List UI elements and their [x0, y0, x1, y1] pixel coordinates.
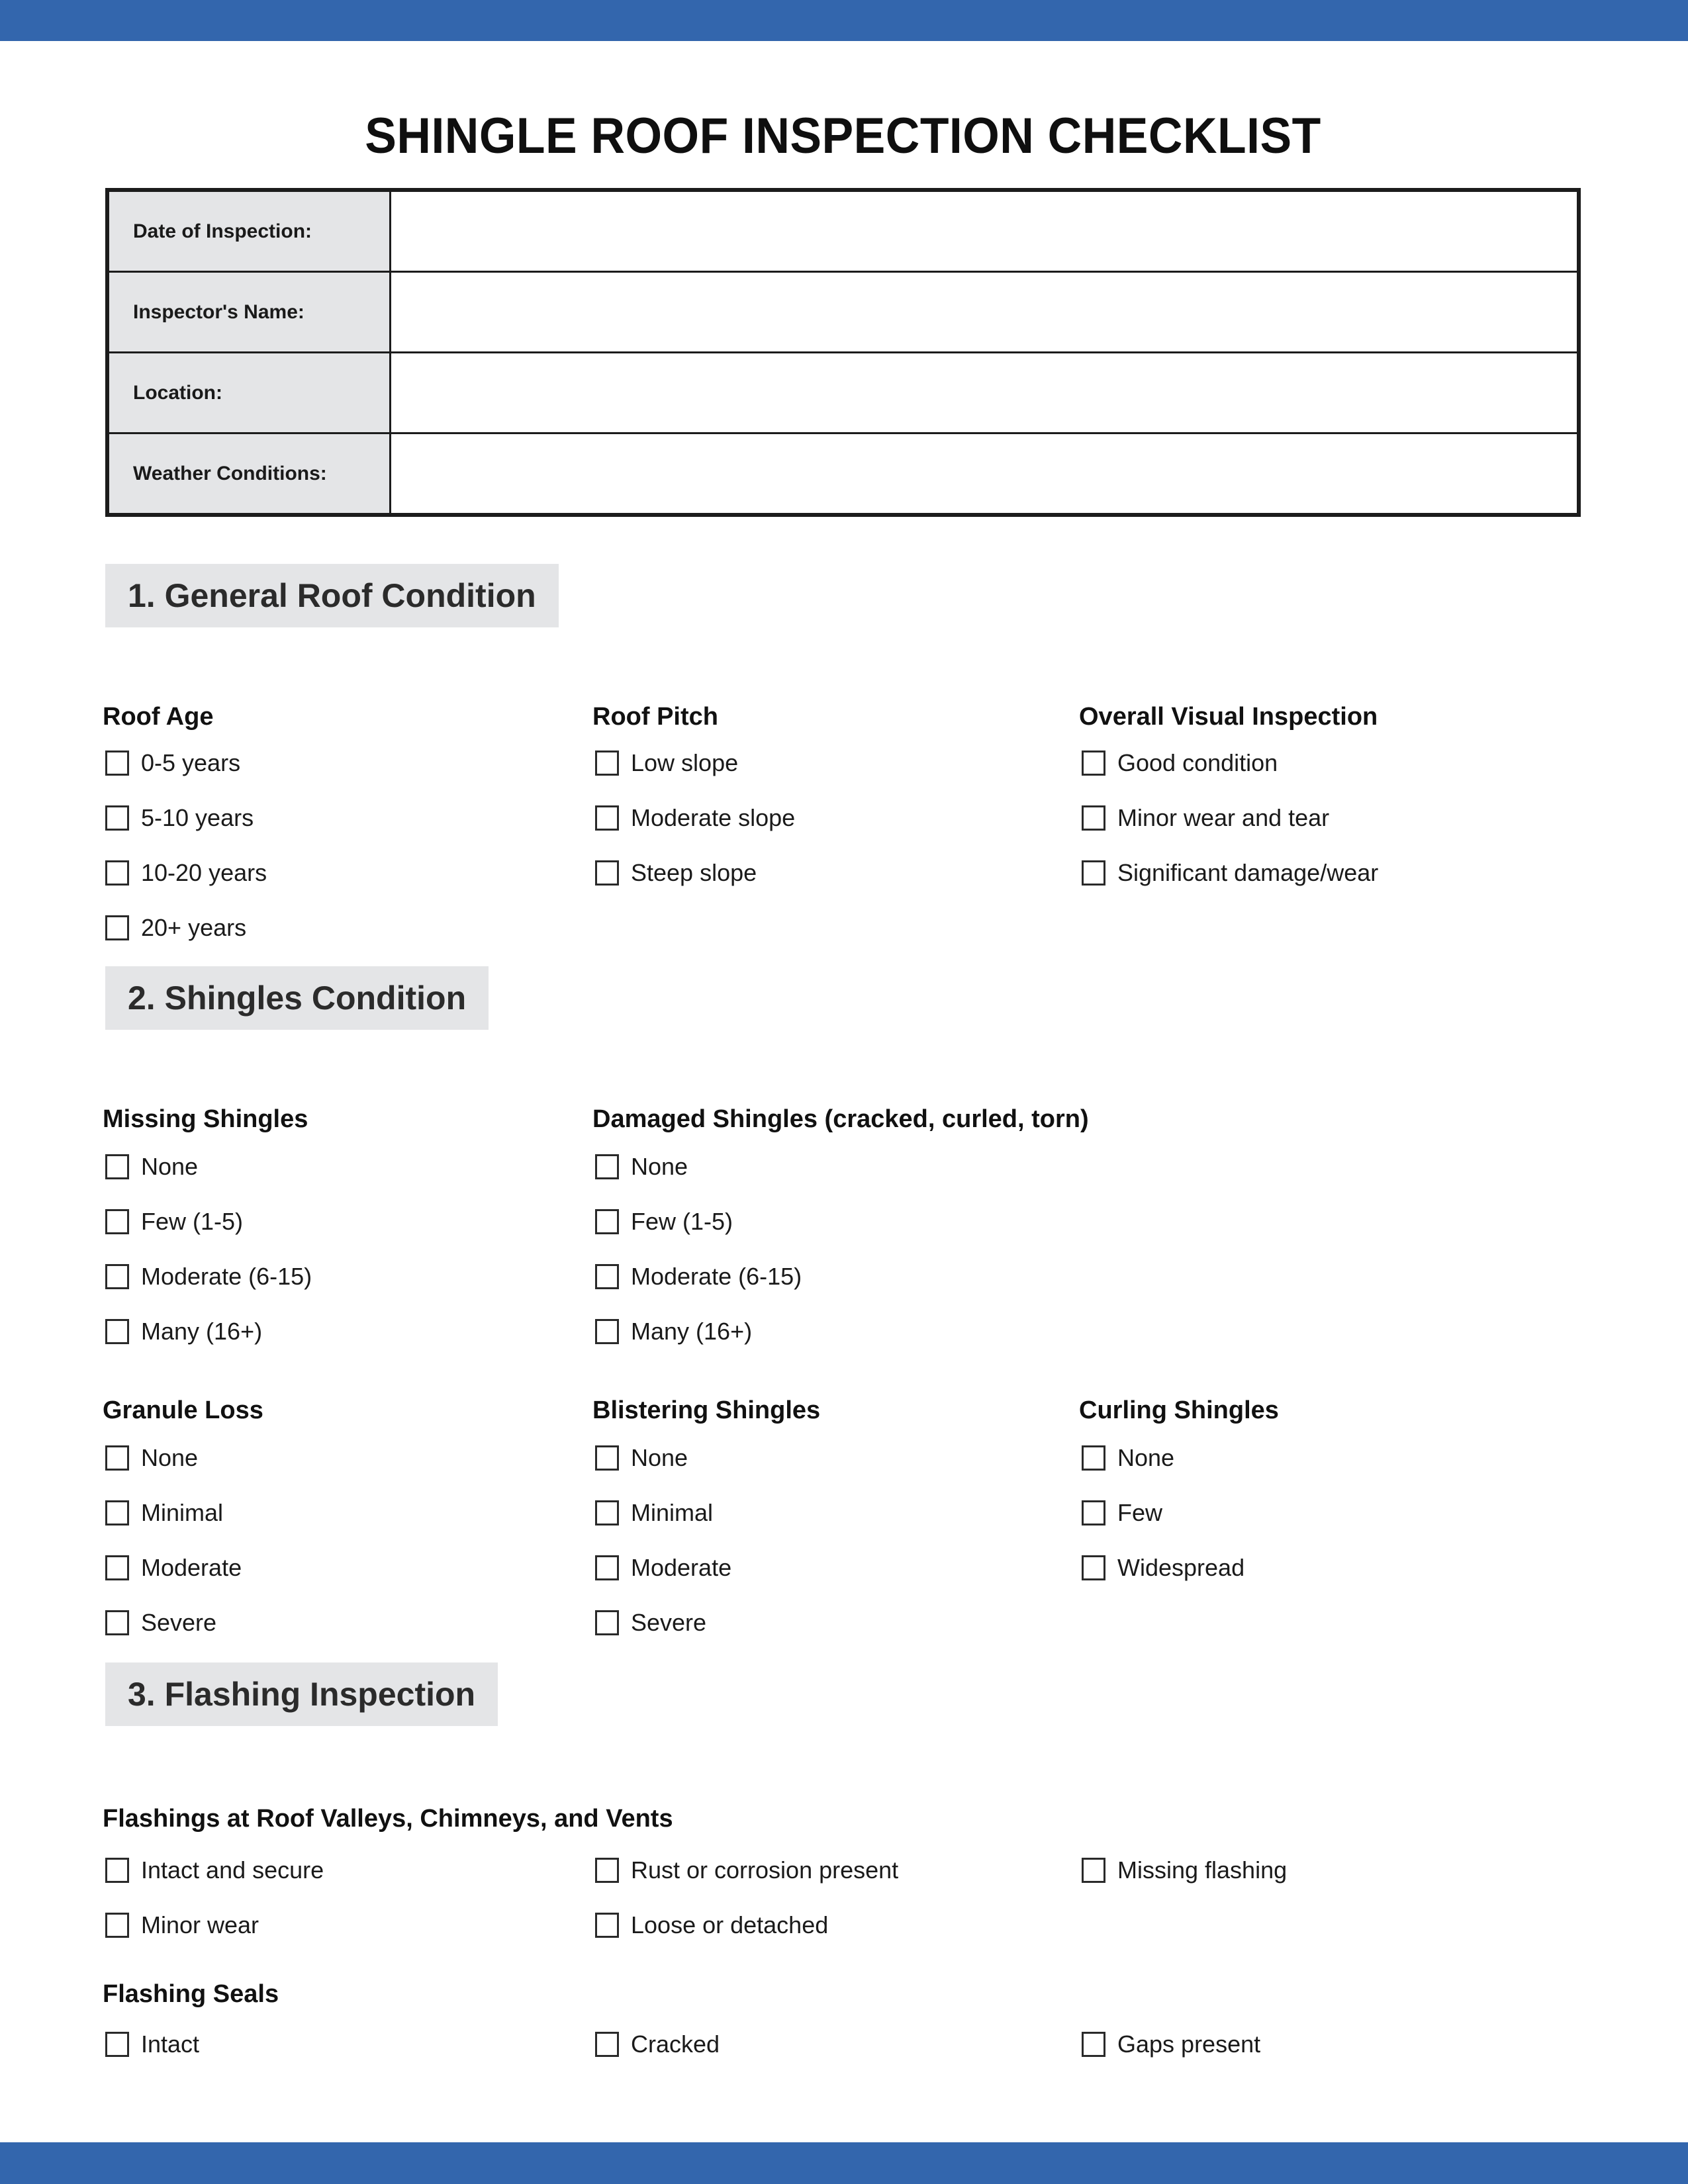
- checkbox-icon[interactable]: [1082, 2032, 1105, 2057]
- checkbox-label: None: [631, 1153, 688, 1180]
- checkbox-label: Minimal: [141, 1499, 224, 1526]
- checkbox-icon[interactable]: [595, 1445, 619, 1471]
- checkbox-row-missing-3[interactable]: [105, 1319, 262, 1344]
- group-heading-flashing-seals: Flashing Seals: [103, 1980, 279, 2008]
- group-heading-curling-shingles: Curling Shingles: [1079, 1396, 1279, 1424]
- checkbox-label: Moderate: [631, 1554, 732, 1581]
- checkbox-icon[interactable]: [595, 1858, 619, 1883]
- checkbox-row-roof-pitch-0[interactable]: [595, 751, 738, 776]
- checkbox-label: Moderate (6-15): [631, 1263, 802, 1290]
- info-value-location[interactable]: [391, 353, 1578, 433]
- page-title: SHINGLE ROOF INSPECTION CHECKLIST: [365, 108, 1321, 164]
- checkbox-icon[interactable]: [105, 1445, 129, 1471]
- checkbox-icon[interactable]: [105, 1913, 129, 1938]
- checkbox-row-curling-0[interactable]: [1082, 1445, 1174, 1471]
- section-heading-general-roof-condition: 1. General Roof Condition: [105, 564, 559, 627]
- checkbox-row-curling-2[interactable]: [1082, 1555, 1244, 1580]
- checkbox-icon[interactable]: [1082, 1555, 1105, 1580]
- checkbox-row-flashings-4[interactable]: [1082, 1858, 1287, 1883]
- checkbox-icon[interactable]: [595, 1500, 619, 1525]
- checkbox-label: Rust or corrosion present: [631, 1856, 899, 1884]
- table-row: [109, 433, 1578, 514]
- checkbox-row-granule-1[interactable]: [105, 1500, 223, 1525]
- checkbox-label: Cracked: [631, 2030, 720, 2058]
- document-page: [0, 41, 1688, 2142]
- checkbox-label: Loose or detached: [631, 1911, 829, 1938]
- checkbox-row-overall-0[interactable]: [1082, 751, 1278, 776]
- info-label-location: Location:: [109, 353, 391, 433]
- group-heading-missing-shingles: Missing Shingles: [103, 1105, 308, 1133]
- checkbox-icon[interactable]: [1082, 805, 1105, 831]
- checkbox-icon[interactable]: [105, 751, 129, 776]
- checkbox-label: Minor wear and tear: [1117, 804, 1330, 831]
- checkbox-label: Missing flashing: [1117, 1856, 1288, 1884]
- checkbox-row-blistering-2[interactable]: [595, 1555, 731, 1580]
- checkbox-row-roof-pitch-2[interactable]: [595, 860, 757, 886]
- checkbox-row-flashings-2[interactable]: [595, 1858, 898, 1883]
- checkbox-label: Minimal: [631, 1499, 714, 1526]
- checkbox-icon[interactable]: [105, 805, 129, 831]
- bottom-accent-bar: [0, 2142, 1688, 2184]
- checkbox-row-roof-age-2[interactable]: [105, 860, 267, 886]
- info-value-date[interactable]: [391, 191, 1578, 272]
- checkbox-row-flashings-3[interactable]: [595, 1913, 828, 1938]
- checkbox-icon[interactable]: [105, 1500, 129, 1525]
- checkbox-label: Low slope: [631, 749, 739, 776]
- checkbox-icon[interactable]: [1082, 860, 1105, 886]
- checkbox-icon[interactable]: [595, 1913, 619, 1938]
- checkbox-icon[interactable]: [105, 1209, 129, 1234]
- checkbox-label: Gaps present: [1117, 2030, 1261, 2058]
- checkbox-icon[interactable]: [105, 860, 129, 886]
- checkbox-label: Steep slope: [631, 859, 757, 886]
- checkbox-row-blistering-0[interactable]: [595, 1445, 688, 1471]
- checkbox-icon[interactable]: [595, 1264, 619, 1289]
- checkbox-icon[interactable]: [595, 1555, 619, 1580]
- checkbox-icon[interactable]: [595, 860, 619, 886]
- checkbox-label: Widespread: [1117, 1554, 1245, 1581]
- checkbox-row-roof-age-3[interactable]: [105, 915, 246, 940]
- checkbox-label: Intact: [141, 2030, 200, 2058]
- checkbox-icon[interactable]: [1082, 1858, 1105, 1883]
- checkbox-icon[interactable]: [595, 1319, 619, 1344]
- checkbox-row-damaged-3[interactable]: [595, 1319, 752, 1344]
- checkbox-row-granule-3[interactable]: [105, 1610, 216, 1635]
- checkbox-label: Moderate: [141, 1554, 242, 1581]
- checkbox-icon[interactable]: [105, 1264, 129, 1289]
- checkbox-label: Severe: [631, 1609, 707, 1636]
- checkbox-label: Severe: [141, 1609, 217, 1636]
- checkbox-label: Many (16+): [631, 1318, 753, 1345]
- group-heading-overall-visual-inspection: Overall Visual Inspection: [1079, 703, 1378, 731]
- checkbox-row-granule-2[interactable]: [105, 1555, 242, 1580]
- checkbox-icon[interactable]: [1082, 1500, 1105, 1525]
- top-accent-bar: [0, 0, 1688, 41]
- checkbox-label: Many (16+): [141, 1318, 263, 1345]
- table-row: [109, 353, 1578, 433]
- checkbox-row-blistering-3[interactable]: [595, 1610, 706, 1635]
- checkbox-label: Moderate (6-15): [141, 1263, 312, 1290]
- section-heading-shingles-condition: 2. Shingles Condition: [105, 966, 489, 1030]
- checkbox-label: Moderate slope: [631, 804, 796, 831]
- checkbox-icon[interactable]: [595, 805, 619, 831]
- checkbox-row-overall-2[interactable]: [1082, 860, 1378, 886]
- table-row: [109, 191, 1578, 272]
- checkbox-row-flashings-0[interactable]: [105, 1858, 324, 1883]
- group-heading-blistering-shingles: Blistering Shingles: [592, 1396, 821, 1424]
- checkbox-row-missing-0[interactable]: [105, 1154, 198, 1179]
- checkbox-icon[interactable]: [105, 1319, 129, 1344]
- checkbox-row-missing-1[interactable]: [105, 1209, 243, 1234]
- checkbox-label: 0-5 years: [141, 749, 241, 776]
- info-value-weather[interactable]: [391, 433, 1578, 514]
- checkbox-row-flashings-1[interactable]: [105, 1913, 259, 1938]
- info-value-inspector[interactable]: [391, 272, 1578, 353]
- checkbox-row-damaged-1[interactable]: [595, 1209, 733, 1234]
- checkbox-label: Intact and secure: [141, 1856, 324, 1884]
- checkbox-row-granule-0[interactable]: [105, 1445, 198, 1471]
- info-label-date: Date of Inspection:: [109, 191, 391, 272]
- checkbox-icon[interactable]: [595, 1209, 619, 1234]
- checkbox-label: None: [141, 1153, 199, 1180]
- group-heading-damaged-shingles: Damaged Shingles (cracked, curled, torn): [592, 1105, 1089, 1133]
- info-label-weather: Weather Conditions:: [109, 433, 391, 514]
- checkbox-icon[interactable]: [595, 1154, 619, 1179]
- checkbox-icon[interactable]: [105, 2032, 129, 2057]
- checkbox-label: Significant damage/wear: [1117, 859, 1379, 886]
- checkbox-row-missing-2[interactable]: [105, 1264, 312, 1289]
- checkbox-icon[interactable]: [105, 1154, 129, 1179]
- checkbox-label: Few (1-5): [141, 1208, 244, 1235]
- checkbox-label: 10-20 years: [141, 859, 267, 886]
- checkbox-row-seals-1[interactable]: [595, 2032, 720, 2057]
- checkbox-icon[interactable]: [105, 1858, 129, 1883]
- checkbox-label: Few: [1117, 1499, 1163, 1526]
- checkbox-row-overall-1[interactable]: [1082, 805, 1329, 831]
- checkbox-row-roof-age-0[interactable]: [105, 751, 240, 776]
- checkbox-icon[interactable]: [105, 1555, 129, 1580]
- checkbox-row-curling-1[interactable]: [1082, 1500, 1162, 1525]
- checkbox-row-seals-2[interactable]: [1082, 2032, 1260, 2057]
- checkbox-label: Minor wear: [141, 1911, 259, 1938]
- info-label-inspector: Inspector's Name:: [109, 272, 391, 353]
- section-heading-flashing-inspection: 3. Flashing Inspection: [105, 1662, 498, 1726]
- checkbox-label: None: [631, 1444, 688, 1471]
- checkbox-label: Good condition: [1117, 749, 1278, 776]
- checkbox-icon[interactable]: [1082, 751, 1105, 776]
- checkbox-label: 20+ years: [141, 914, 247, 941]
- checkbox-icon[interactable]: [595, 2032, 619, 2057]
- checkbox-row-damaged-0[interactable]: [595, 1154, 688, 1179]
- checkbox-label: None: [1117, 1444, 1175, 1471]
- group-heading-flashings-valleys-chimneys-vents: Flashings at Roof Valleys, Chimneys, and Vents: [103, 1805, 673, 1833]
- checkbox-icon[interactable]: [105, 1610, 129, 1635]
- group-heading-roof-age: Roof Age: [103, 703, 214, 731]
- checkbox-row-seals-0[interactable]: [105, 2032, 199, 2057]
- checkbox-icon[interactable]: [595, 1610, 619, 1635]
- checkbox-row-roof-pitch-1[interactable]: [595, 805, 795, 831]
- checkbox-row-damaged-2[interactable]: [595, 1264, 802, 1289]
- checkbox-icon[interactable]: [1082, 1445, 1105, 1471]
- checkbox-icon[interactable]: [105, 915, 129, 940]
- group-heading-roof-pitch: Roof Pitch: [592, 703, 718, 731]
- table-row: [109, 272, 1578, 353]
- checkbox-label: Few (1-5): [631, 1208, 733, 1235]
- checkbox-row-roof-age-1[interactable]: [105, 805, 254, 831]
- checkbox-icon[interactable]: [595, 751, 619, 776]
- checkbox-label: None: [141, 1444, 199, 1471]
- checkbox-row-blistering-1[interactable]: [595, 1500, 713, 1525]
- checkbox-label: 5-10 years: [141, 804, 254, 831]
- group-heading-granule-loss: Granule Loss: [103, 1396, 263, 1424]
- inspection-info-table: [105, 188, 1581, 517]
